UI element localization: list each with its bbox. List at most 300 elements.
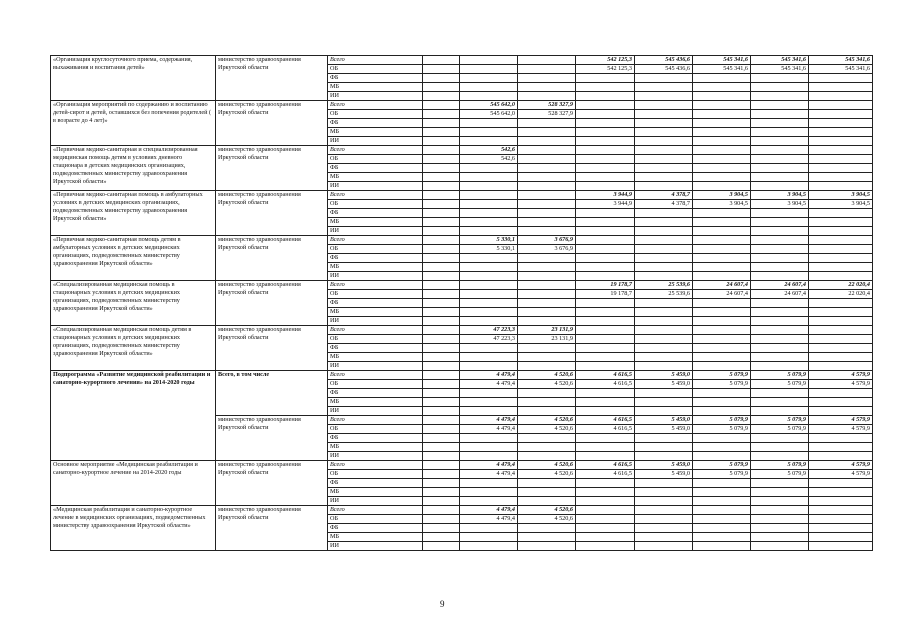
empty-cell: [423, 542, 460, 551]
value-cell: [809, 92, 873, 101]
empty-cell: [423, 461, 460, 470]
value-cell: [518, 443, 576, 452]
value-cell: 545 436,6: [635, 65, 693, 74]
value-cell: [693, 146, 751, 155]
value-cell: [460, 407, 518, 416]
value-cell: [576, 119, 635, 128]
value-cell: [809, 389, 873, 398]
value-cell: [518, 299, 576, 308]
funding-source-cell: ОБ: [328, 245, 423, 254]
empty-cell: [423, 290, 460, 299]
funding-source-cell: ОБ: [328, 290, 423, 299]
value-cell: [751, 263, 809, 272]
activity-name: «Первичная медико-санитарная и специализированная медицинская помощь детям в условиях дневного стационара в детских медицинских организациях, подведомственных министерству здравоохранения Иркутской области»: [51, 146, 216, 191]
value-cell: [518, 137, 576, 146]
executor-cell: министерство здравоохранения Иркутской области: [216, 461, 328, 506]
value-cell: [460, 299, 518, 308]
value-cell: [460, 488, 518, 497]
value-cell: 24 607,4: [751, 281, 809, 290]
funding-source-cell: ИИ: [328, 317, 423, 326]
funding-source-cell: МБ: [328, 263, 423, 272]
value-cell: [809, 119, 873, 128]
value-cell: [460, 443, 518, 452]
value-cell: [635, 92, 693, 101]
value-cell: [751, 218, 809, 227]
value-cell: [693, 83, 751, 92]
value-cell: [809, 263, 873, 272]
value-cell: 4 579,9: [809, 425, 873, 434]
value-cell: [460, 164, 518, 173]
value-cell: [576, 479, 635, 488]
value-cell: [809, 173, 873, 182]
value-cell: [693, 353, 751, 362]
empty-cell: [423, 434, 460, 443]
value-cell: 542,6: [460, 146, 518, 155]
value-cell: [576, 155, 635, 164]
value-cell: [518, 344, 576, 353]
value-cell: [751, 173, 809, 182]
value-cell: [693, 506, 751, 515]
value-cell: [635, 182, 693, 191]
value-cell: [809, 308, 873, 317]
value-cell: [751, 533, 809, 542]
funding-source-cell: ОБ: [328, 335, 423, 344]
value-cell: [460, 272, 518, 281]
value-cell: [576, 488, 635, 497]
value-cell: [576, 263, 635, 272]
executor-cell: министерство здравоохранения Иркутской области: [216, 101, 328, 146]
value-cell: [635, 164, 693, 173]
empty-cell: [423, 83, 460, 92]
value-cell: [460, 398, 518, 407]
value-cell: [576, 74, 635, 83]
value-cell: [635, 128, 693, 137]
value-cell: [518, 200, 576, 209]
value-cell: 5 079,9: [751, 416, 809, 425]
value-cell: [635, 254, 693, 263]
funding-source-cell: ФБ: [328, 389, 423, 398]
value-cell: [693, 524, 751, 533]
empty-cell: [423, 128, 460, 137]
value-cell: [809, 344, 873, 353]
empty-cell: [423, 443, 460, 452]
value-cell: [576, 173, 635, 182]
value-cell: 5 459,0: [635, 371, 693, 380]
value-cell: [751, 398, 809, 407]
empty-cell: [423, 470, 460, 479]
value-cell: [693, 272, 751, 281]
value-cell: [518, 119, 576, 128]
funding-source-cell: МБ: [328, 83, 423, 92]
funding-source-cell: ФБ: [328, 344, 423, 353]
value-cell: [576, 344, 635, 353]
value-cell: 5 079,9: [693, 380, 751, 389]
value-cell: [635, 452, 693, 461]
executor-cell: министерство здравоохранения Иркутской области: [216, 416, 328, 461]
value-cell: [460, 92, 518, 101]
empty-cell: [423, 479, 460, 488]
value-cell: [460, 128, 518, 137]
value-cell: 545 341,6: [693, 56, 751, 65]
activity-name: «Первичная медико-санитарная помощь в амбулаторных условиях в детских медицинских организациях, подведомственных министерству здравоохранения Иркутской области»: [51, 191, 216, 236]
value-cell: 3 904,5: [693, 191, 751, 200]
value-cell: [635, 236, 693, 245]
value-cell: 24 607,4: [693, 290, 751, 299]
funding-source-cell: ИИ: [328, 362, 423, 371]
funding-source-cell: МБ: [328, 398, 423, 407]
activity-name: «Медицинская реабилитация и санаторно-курортное лечение в медицинских организациях, подведомственных министерству здравоохранения Иркутской области»: [51, 506, 216, 551]
value-cell: [460, 308, 518, 317]
empty-cell: [423, 227, 460, 236]
value-cell: 4 479,4: [460, 380, 518, 389]
empty-cell: [423, 317, 460, 326]
value-cell: [576, 407, 635, 416]
value-cell: 25 539,6: [635, 281, 693, 290]
empty-cell: [423, 254, 460, 263]
value-cell: 545 436,6: [635, 56, 693, 65]
value-cell: 4 616,5: [576, 371, 635, 380]
empty-cell: [423, 200, 460, 209]
funding-source-cell: МБ: [328, 173, 423, 182]
value-cell: [751, 506, 809, 515]
value-cell: [751, 317, 809, 326]
value-cell: [693, 110, 751, 119]
value-cell: [460, 119, 518, 128]
activity-name: Основное мероприятие «Медицинская реабилитация и санаторно-курортное лечение на 2014-2020 годы: [51, 461, 216, 506]
value-cell: 545 341,6: [809, 65, 873, 74]
value-cell: [751, 308, 809, 317]
funding-source-cell: ИИ: [328, 182, 423, 191]
value-cell: [576, 452, 635, 461]
value-cell: [635, 101, 693, 110]
value-cell: 5 330,1: [460, 236, 518, 245]
value-cell: [460, 497, 518, 506]
value-cell: 4 479,4: [460, 425, 518, 434]
funding-source-cell: Всего: [328, 191, 423, 200]
value-cell: [693, 164, 751, 173]
value-cell: [576, 443, 635, 452]
value-cell: [518, 92, 576, 101]
value-cell: [693, 119, 751, 128]
empty-cell: [423, 335, 460, 344]
funding-source-cell: ОБ: [328, 425, 423, 434]
value-cell: [518, 452, 576, 461]
empty-cell: [423, 425, 460, 434]
funding-source-cell: ФБ: [328, 254, 423, 263]
activity-name: «Организация круглосуточного приема, содержания, выхаживания и воспитания детей»: [51, 56, 216, 101]
value-cell: [576, 92, 635, 101]
funding-source-cell: ОБ: [328, 515, 423, 524]
value-cell: [693, 218, 751, 227]
empty-cell: [423, 362, 460, 371]
value-cell: [809, 353, 873, 362]
value-cell: [576, 218, 635, 227]
value-cell: [576, 353, 635, 362]
value-cell: [460, 524, 518, 533]
value-cell: [576, 110, 635, 119]
value-cell: [635, 308, 693, 317]
value-cell: [635, 110, 693, 119]
value-cell: [751, 452, 809, 461]
value-cell: 4 579,9: [809, 470, 873, 479]
funding-source-cell: МБ: [328, 443, 423, 452]
value-cell: 528 327,9: [518, 101, 576, 110]
activity-name: «Первичная медико-санитарная помощь детям в амбулаторных условиях в детских медицинских организациях, подведомственных министерству здравоохранения Иркутской области»: [51, 236, 216, 281]
value-cell: [809, 83, 873, 92]
value-cell: [809, 506, 873, 515]
value-cell: 5 079,9: [751, 380, 809, 389]
funding-source-cell: ОБ: [328, 110, 423, 119]
value-cell: [809, 542, 873, 551]
value-cell: 4 520,6: [518, 416, 576, 425]
value-cell: [518, 533, 576, 542]
value-cell: 47 223,3: [460, 335, 518, 344]
value-cell: [693, 317, 751, 326]
value-cell: 4 616,5: [576, 461, 635, 470]
value-cell: 545 642,0: [460, 110, 518, 119]
value-cell: 4 479,4: [460, 371, 518, 380]
value-cell: [518, 173, 576, 182]
funding-source-cell: ФБ: [328, 434, 423, 443]
empty-cell: [423, 155, 460, 164]
value-cell: [518, 434, 576, 443]
value-cell: [635, 227, 693, 236]
empty-cell: [423, 245, 460, 254]
value-cell: [460, 74, 518, 83]
value-cell: [460, 434, 518, 443]
executor-cell: министерство здравоохранения Иркутской области: [216, 236, 328, 281]
value-cell: [576, 317, 635, 326]
funding-source-cell: Всего: [328, 371, 423, 380]
funding-source-cell: Всего: [328, 101, 423, 110]
empty-cell: [423, 407, 460, 416]
activity-name: «Специализированная медицинская помощь детям в стационарных условиях в детских медицинских организациях, подведомственных министерству здравоохранения Иркутской области»: [51, 326, 216, 371]
value-cell: 24 607,4: [751, 290, 809, 299]
value-cell: 3 676,9: [518, 245, 576, 254]
value-cell: [809, 452, 873, 461]
value-cell: [635, 407, 693, 416]
value-cell: [809, 407, 873, 416]
value-cell: [809, 443, 873, 452]
value-cell: [518, 479, 576, 488]
funding-source-cell: ФБ: [328, 524, 423, 533]
value-cell: [809, 110, 873, 119]
value-cell: [809, 317, 873, 326]
value-cell: 5 079,9: [693, 371, 751, 380]
empty-cell: [423, 299, 460, 308]
value-cell: 4 616,5: [576, 470, 635, 479]
value-cell: [693, 335, 751, 344]
value-cell: [635, 272, 693, 281]
empty-cell: [423, 398, 460, 407]
value-cell: [751, 83, 809, 92]
value-cell: [576, 389, 635, 398]
value-cell: [576, 335, 635, 344]
value-cell: [518, 524, 576, 533]
value-cell: [635, 362, 693, 371]
empty-cell: [423, 272, 460, 281]
value-cell: [518, 164, 576, 173]
empty-cell: [423, 101, 460, 110]
value-cell: [635, 335, 693, 344]
value-cell: [751, 128, 809, 137]
value-cell: 4 579,9: [809, 416, 873, 425]
value-cell: [635, 479, 693, 488]
value-cell: [751, 272, 809, 281]
value-cell: 4 479,4: [460, 470, 518, 479]
funding-source-cell: Всего: [328, 461, 423, 470]
empty-cell: [423, 452, 460, 461]
value-cell: 25 539,6: [635, 290, 693, 299]
table-row: [51, 461, 873, 470]
value-cell: [635, 533, 693, 542]
empty-cell: [423, 56, 460, 65]
value-cell: [809, 515, 873, 524]
table-row: [51, 101, 873, 110]
value-cell: [751, 389, 809, 398]
empty-cell: [423, 209, 460, 218]
value-cell: [693, 344, 751, 353]
value-cell: 47 223,3: [460, 326, 518, 335]
value-cell: [809, 146, 873, 155]
value-cell: [751, 209, 809, 218]
value-cell: [693, 434, 751, 443]
value-cell: [460, 209, 518, 218]
value-cell: [518, 407, 576, 416]
value-cell: 545 341,6: [751, 56, 809, 65]
value-cell: [751, 137, 809, 146]
value-cell: [809, 74, 873, 83]
executor-cell: министерство здравоохранения Иркутской области: [216, 326, 328, 371]
value-cell: [635, 524, 693, 533]
value-cell: 542 125,3: [576, 65, 635, 74]
value-cell: 3 944,9: [576, 191, 635, 200]
value-cell: [635, 443, 693, 452]
value-cell: [460, 218, 518, 227]
value-cell: [751, 227, 809, 236]
empty-cell: [423, 65, 460, 74]
value-cell: [751, 488, 809, 497]
value-cell: [635, 74, 693, 83]
empty-cell: [423, 119, 460, 128]
value-cell: [635, 119, 693, 128]
funding-source-cell: ФБ: [328, 209, 423, 218]
value-cell: [576, 506, 635, 515]
value-cell: [460, 452, 518, 461]
funding-source-cell: Всего: [328, 326, 423, 335]
value-cell: [635, 488, 693, 497]
value-cell: [518, 146, 576, 155]
value-cell: [751, 443, 809, 452]
value-cell: 3 904,5: [693, 200, 751, 209]
value-cell: [693, 362, 751, 371]
value-cell: [576, 308, 635, 317]
value-cell: 3 904,5: [809, 200, 873, 209]
value-cell: [751, 362, 809, 371]
value-cell: [635, 497, 693, 506]
value-cell: [693, 137, 751, 146]
value-cell: [751, 236, 809, 245]
value-cell: 5 079,9: [751, 425, 809, 434]
value-cell: [460, 182, 518, 191]
empty-cell: [423, 191, 460, 200]
value-cell: [635, 434, 693, 443]
value-cell: 3 904,5: [751, 191, 809, 200]
value-cell: [518, 83, 576, 92]
empty-cell: [423, 182, 460, 191]
value-cell: [460, 353, 518, 362]
funding-source-cell: ИИ: [328, 92, 423, 101]
value-cell: [518, 56, 576, 65]
value-cell: [576, 326, 635, 335]
value-cell: [460, 56, 518, 65]
activity-name: «Специализированная медицинская помощь в стационарных условиях в детских медицинских организациях, подведомственных министерству здравоохранения Иркутской области»: [51, 281, 216, 326]
funding-source-cell: Всего: [328, 236, 423, 245]
value-cell: [518, 281, 576, 290]
value-cell: [460, 317, 518, 326]
value-cell: 4 520,6: [518, 515, 576, 524]
value-cell: [751, 326, 809, 335]
value-cell: 22 020,4: [809, 290, 873, 299]
value-cell: [751, 497, 809, 506]
funding-source-cell: ФБ: [328, 74, 423, 83]
funding-source-cell: ФБ: [328, 164, 423, 173]
value-cell: [576, 434, 635, 443]
empty-cell: [423, 488, 460, 497]
value-cell: 4 479,4: [460, 506, 518, 515]
value-cell: 4 378,7: [635, 200, 693, 209]
value-cell: [518, 308, 576, 317]
value-cell: [693, 479, 751, 488]
value-cell: [576, 515, 635, 524]
value-cell: 5 459,0: [635, 470, 693, 479]
empty-cell: [423, 110, 460, 119]
value-cell: [635, 218, 693, 227]
value-cell: [809, 101, 873, 110]
value-cell: 4 616,5: [576, 416, 635, 425]
value-cell: [693, 128, 751, 137]
value-cell: [518, 542, 576, 551]
value-cell: [635, 353, 693, 362]
value-cell: [809, 164, 873, 173]
table-row: [51, 371, 873, 380]
value-cell: [460, 542, 518, 551]
value-cell: 5 079,9: [751, 470, 809, 479]
value-cell: [635, 542, 693, 551]
value-cell: [518, 353, 576, 362]
value-cell: [576, 137, 635, 146]
value-cell: [693, 74, 751, 83]
value-cell: [518, 389, 576, 398]
value-cell: [809, 299, 873, 308]
value-cell: 5 079,9: [693, 461, 751, 470]
value-cell: 19 178,7: [576, 281, 635, 290]
value-cell: [693, 407, 751, 416]
value-cell: [460, 200, 518, 209]
funding-source-cell: ОБ: [328, 380, 423, 389]
empty-cell: [423, 506, 460, 515]
value-cell: [751, 155, 809, 164]
value-cell: [809, 245, 873, 254]
value-cell: [751, 335, 809, 344]
value-cell: [809, 479, 873, 488]
executor-cell: министерство здравоохранения Иркутской области: [216, 281, 328, 326]
value-cell: [693, 245, 751, 254]
value-cell: [460, 83, 518, 92]
funding-source-cell: ИИ: [328, 272, 423, 281]
value-cell: [693, 254, 751, 263]
value-cell: 23 131,9: [518, 335, 576, 344]
